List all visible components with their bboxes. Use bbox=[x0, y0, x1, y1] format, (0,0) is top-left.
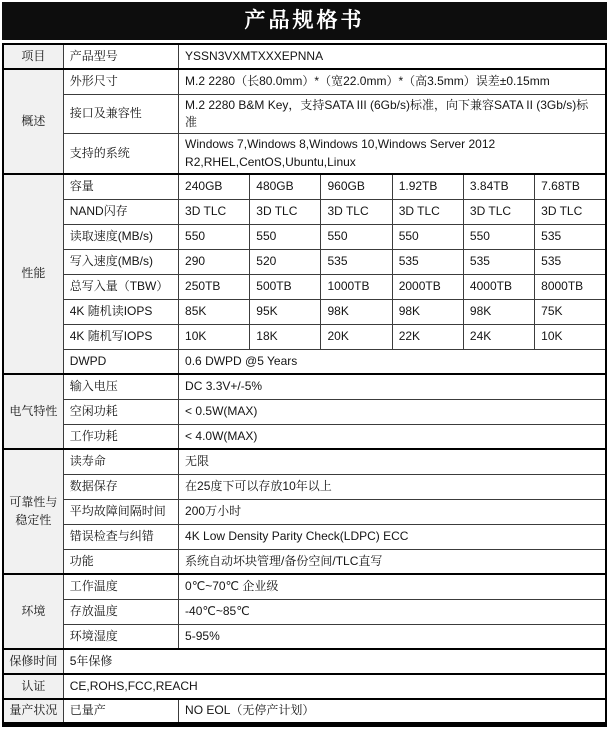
spec-value: 550 bbox=[250, 224, 321, 249]
category-cell: 电气特性 bbox=[3, 374, 63, 449]
category-cell: 性能 bbox=[3, 174, 63, 374]
spec-value: 10K bbox=[179, 324, 250, 349]
spec-label: 4K 随机读IOPS bbox=[63, 299, 178, 324]
spec-value: NO EOL（无停产计划） bbox=[179, 699, 606, 724]
spec-value: 535 bbox=[321, 249, 392, 274]
spec-value: 10K bbox=[535, 324, 606, 349]
row-read-speed bbox=[3, 224, 606, 249]
row-product-model bbox=[3, 44, 606, 69]
row-features bbox=[3, 549, 606, 574]
category-cell: 环境 bbox=[3, 574, 63, 649]
spec-value: 960GB bbox=[321, 174, 392, 199]
spec-value: 250TB bbox=[179, 274, 250, 299]
row-mtbf bbox=[3, 499, 606, 524]
row-input-voltage bbox=[3, 374, 606, 399]
spec-value: 520 bbox=[250, 249, 321, 274]
spec-value: 18K bbox=[250, 324, 321, 349]
spec-label: 读取速度(MB/s) bbox=[63, 224, 178, 249]
spec-value: 535 bbox=[535, 224, 606, 249]
spec-value: 550 bbox=[463, 224, 534, 249]
spec-value: 550 bbox=[179, 224, 250, 249]
page-title: 产品规格书 bbox=[2, 2, 607, 40]
row-dimensions bbox=[3, 69, 606, 94]
spec-table bbox=[2, 43, 607, 727]
row-dwpd bbox=[3, 349, 606, 374]
row-humidity bbox=[3, 624, 606, 649]
row-production bbox=[3, 699, 606, 724]
spec-value: 5-95% bbox=[179, 624, 606, 649]
spec-value: 无限 bbox=[179, 449, 606, 474]
spec-value: 98K bbox=[392, 299, 463, 324]
spec-label: 已量产 bbox=[63, 699, 178, 724]
row-read-life bbox=[3, 449, 606, 474]
spec-label: 总写入量（TBW） bbox=[63, 274, 178, 299]
row-os bbox=[3, 134, 606, 174]
spec-value: 系统自动坏块管理/备份空间/TLC直写 bbox=[179, 549, 606, 574]
row-tbw bbox=[3, 274, 606, 299]
spec-value: < 0.5W(MAX) bbox=[179, 399, 606, 424]
spec-label: 环境湿度 bbox=[63, 624, 178, 649]
spec-value: 2000TB bbox=[392, 274, 463, 299]
spec-label: 写入速度(MB/s) bbox=[63, 249, 178, 274]
spec-label: 数据保存 bbox=[63, 474, 178, 499]
spec-value: 5年保修 bbox=[63, 649, 606, 674]
spec-value: 在25度下可以存放10年以上 bbox=[179, 474, 606, 499]
spec-value: 24K bbox=[463, 324, 534, 349]
spec-value: -40℃~85℃ bbox=[179, 599, 606, 624]
spec-value: 550 bbox=[392, 224, 463, 249]
row-warranty bbox=[3, 649, 606, 674]
row-data-retention bbox=[3, 474, 606, 499]
spec-value: 550 bbox=[321, 224, 392, 249]
category-cell: 量产状况 bbox=[3, 699, 63, 724]
spec-value: 85K bbox=[179, 299, 250, 324]
spec-value: 3D TLC bbox=[321, 199, 392, 224]
spec-value: 240GB bbox=[179, 174, 250, 199]
spec-value: 22K bbox=[392, 324, 463, 349]
spec-label: NAND闪存 bbox=[63, 199, 178, 224]
spec-value: 8000TB bbox=[535, 274, 606, 299]
spec-label: 功能 bbox=[63, 549, 178, 574]
spec-value: 200万小时 bbox=[179, 499, 606, 524]
spec-value: < 4.0W(MAX) bbox=[179, 424, 606, 449]
spec-value: CE,ROHS,FCC,REACH bbox=[63, 674, 606, 699]
spec-value: 3D TLC bbox=[179, 199, 250, 224]
row-certification bbox=[3, 674, 606, 699]
spec-label: DWPD bbox=[63, 349, 178, 374]
spec-value: 4000TB bbox=[463, 274, 534, 299]
spec-value: YSSN3VXMTXXXEPNNA bbox=[179, 44, 606, 69]
spec-value: 3D TLC bbox=[463, 199, 534, 224]
spec-value: 3D TLC bbox=[535, 199, 606, 224]
spec-value: 4K Low Density Parity Check(LDPC) ECC bbox=[179, 524, 606, 549]
spec-label: 接口及兼容性 bbox=[63, 94, 178, 134]
spec-label: 工作温度 bbox=[63, 574, 178, 599]
spec-value: 7.68TB bbox=[535, 174, 606, 199]
spec-label: 空闲功耗 bbox=[63, 399, 178, 424]
row-idle-power bbox=[3, 399, 606, 424]
spec-label: 输入电压 bbox=[63, 374, 178, 399]
row-write-speed bbox=[3, 249, 606, 274]
spec-value: 0℃~70℃ 企业级 bbox=[179, 574, 606, 599]
spec-value: 290 bbox=[179, 249, 250, 274]
category-cell: 可靠性与稳定性 bbox=[3, 449, 63, 574]
spec-value: 3D TLC bbox=[392, 199, 463, 224]
spec-value: M.2 2280（长80.0mm）*（宽22.0mm）*（高3.5mm）误差±0.15mm bbox=[179, 69, 606, 94]
spec-value: 98K bbox=[321, 299, 392, 324]
spec-value: 535 bbox=[535, 249, 606, 274]
row-operating-temp bbox=[3, 574, 606, 599]
category-cell: 保修时间 bbox=[3, 649, 63, 674]
spec-value: 0.6 DWPD @5 Years bbox=[179, 349, 606, 374]
row-nand bbox=[3, 199, 606, 224]
row-random-read-iops bbox=[3, 299, 606, 324]
spec-value: DC 3.3V+/-5% bbox=[179, 374, 606, 399]
row-active-power bbox=[3, 424, 606, 449]
spec-value: M.2 2280 B&M Key，支持SATA III (6Gb/s)标准，向下兼容SATA II (3Gb/s)标准 bbox=[179, 94, 606, 134]
spec-value: 535 bbox=[392, 249, 463, 274]
row-storage-temp bbox=[3, 599, 606, 624]
spec-value: 3.84TB bbox=[463, 174, 534, 199]
spec-value: 75K bbox=[535, 299, 606, 324]
spec-value: 535 bbox=[463, 249, 534, 274]
row-ecc bbox=[3, 524, 606, 549]
spec-label: 产品型号 bbox=[63, 44, 178, 69]
spec-label: 支持的系统 bbox=[63, 134, 178, 174]
category-cell: 认证 bbox=[3, 674, 63, 699]
spec-value: 1.92TB bbox=[392, 174, 463, 199]
spec-value: 3D TLC bbox=[250, 199, 321, 224]
spec-label: 工作功耗 bbox=[63, 424, 178, 449]
row-capacity bbox=[3, 174, 606, 199]
category-cell: 项目 bbox=[3, 44, 63, 69]
spec-value: Windows 7,Windows 8,Windows 10,Windows Server 2012 R2,RHEL,CentOS,Ubuntu,Linux bbox=[179, 134, 606, 174]
row-random-write-iops bbox=[3, 324, 606, 349]
spec-value: 95K bbox=[250, 299, 321, 324]
spec-label: 平均故障间隔时间 bbox=[63, 499, 178, 524]
spec-label: 容量 bbox=[63, 174, 178, 199]
spec-label: 错误检查与纠错 bbox=[63, 524, 178, 549]
spec-value: 1000TB bbox=[321, 274, 392, 299]
spec-label: 存放温度 bbox=[63, 599, 178, 624]
spec-value: 20K bbox=[321, 324, 392, 349]
row-interface bbox=[3, 94, 606, 134]
category-cell: 概述 bbox=[3, 69, 63, 174]
spec-value: 480GB bbox=[250, 174, 321, 199]
spec-value: 500TB bbox=[250, 274, 321, 299]
spec-label: 4K 随机写IOPS bbox=[63, 324, 178, 349]
spec-label: 外形尺寸 bbox=[63, 69, 178, 94]
spec-label: 读寿命 bbox=[63, 449, 178, 474]
spec-value: 98K bbox=[463, 299, 534, 324]
